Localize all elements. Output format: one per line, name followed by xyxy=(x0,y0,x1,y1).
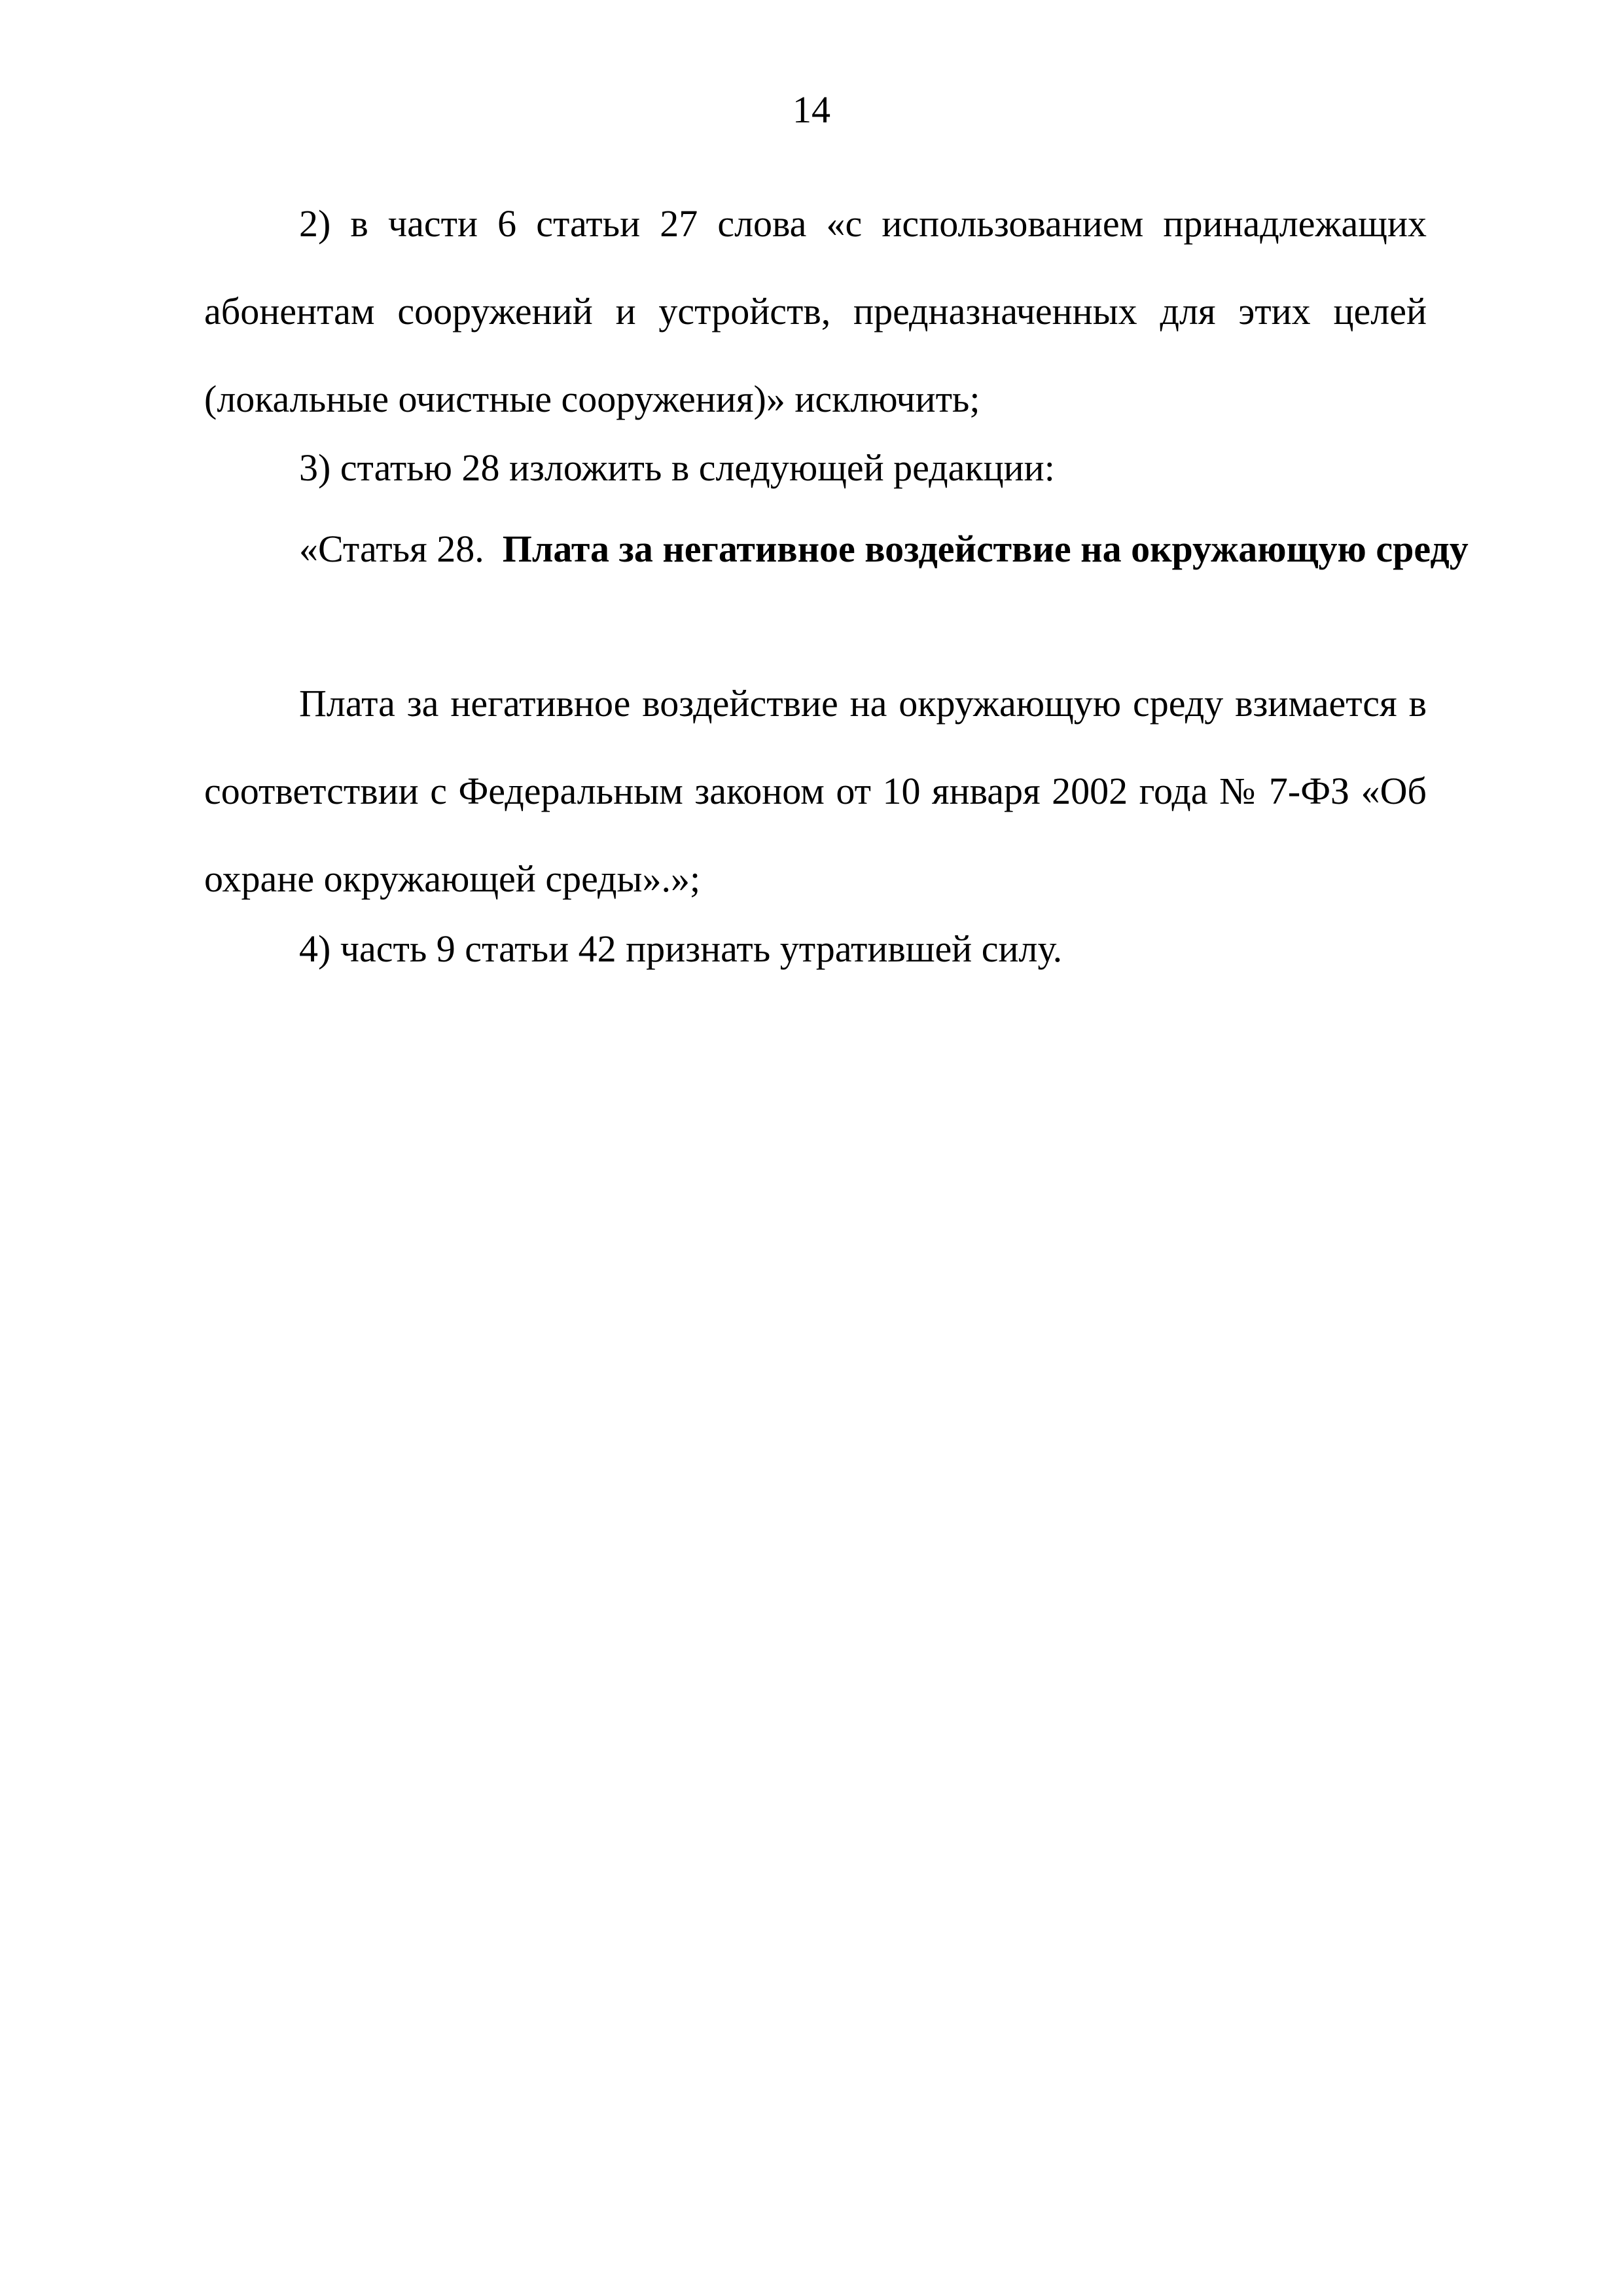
page-number: 14 xyxy=(793,88,830,131)
article-number: «Статья 28. xyxy=(299,528,484,570)
article-body: Плата за негативное воздействие на окружающую среду взимается в соответствии с Федеральным законом от 10 января 2002 года № 7-ФЗ «Об охране окружающей среды».»; xyxy=(204,682,1427,900)
article-heading xyxy=(204,529,1522,569)
article-title: Плата за негативное воздействие на окружающую среду xyxy=(502,528,1469,570)
paragraph-item-4: 4) часть 9 статьи 42 признать утратившей силу. xyxy=(299,927,1063,970)
paragraph-item-2: 2) в части 6 статьи 27 слова «с использованием принадлежащих абонентам сооружений и устройств, предназначенных для этих целей (локальные очистные сооружения)» исключить; xyxy=(204,202,1427,420)
paragraph-item-3: 3) статью 28 изложить в следующей редакции: xyxy=(299,446,1055,489)
